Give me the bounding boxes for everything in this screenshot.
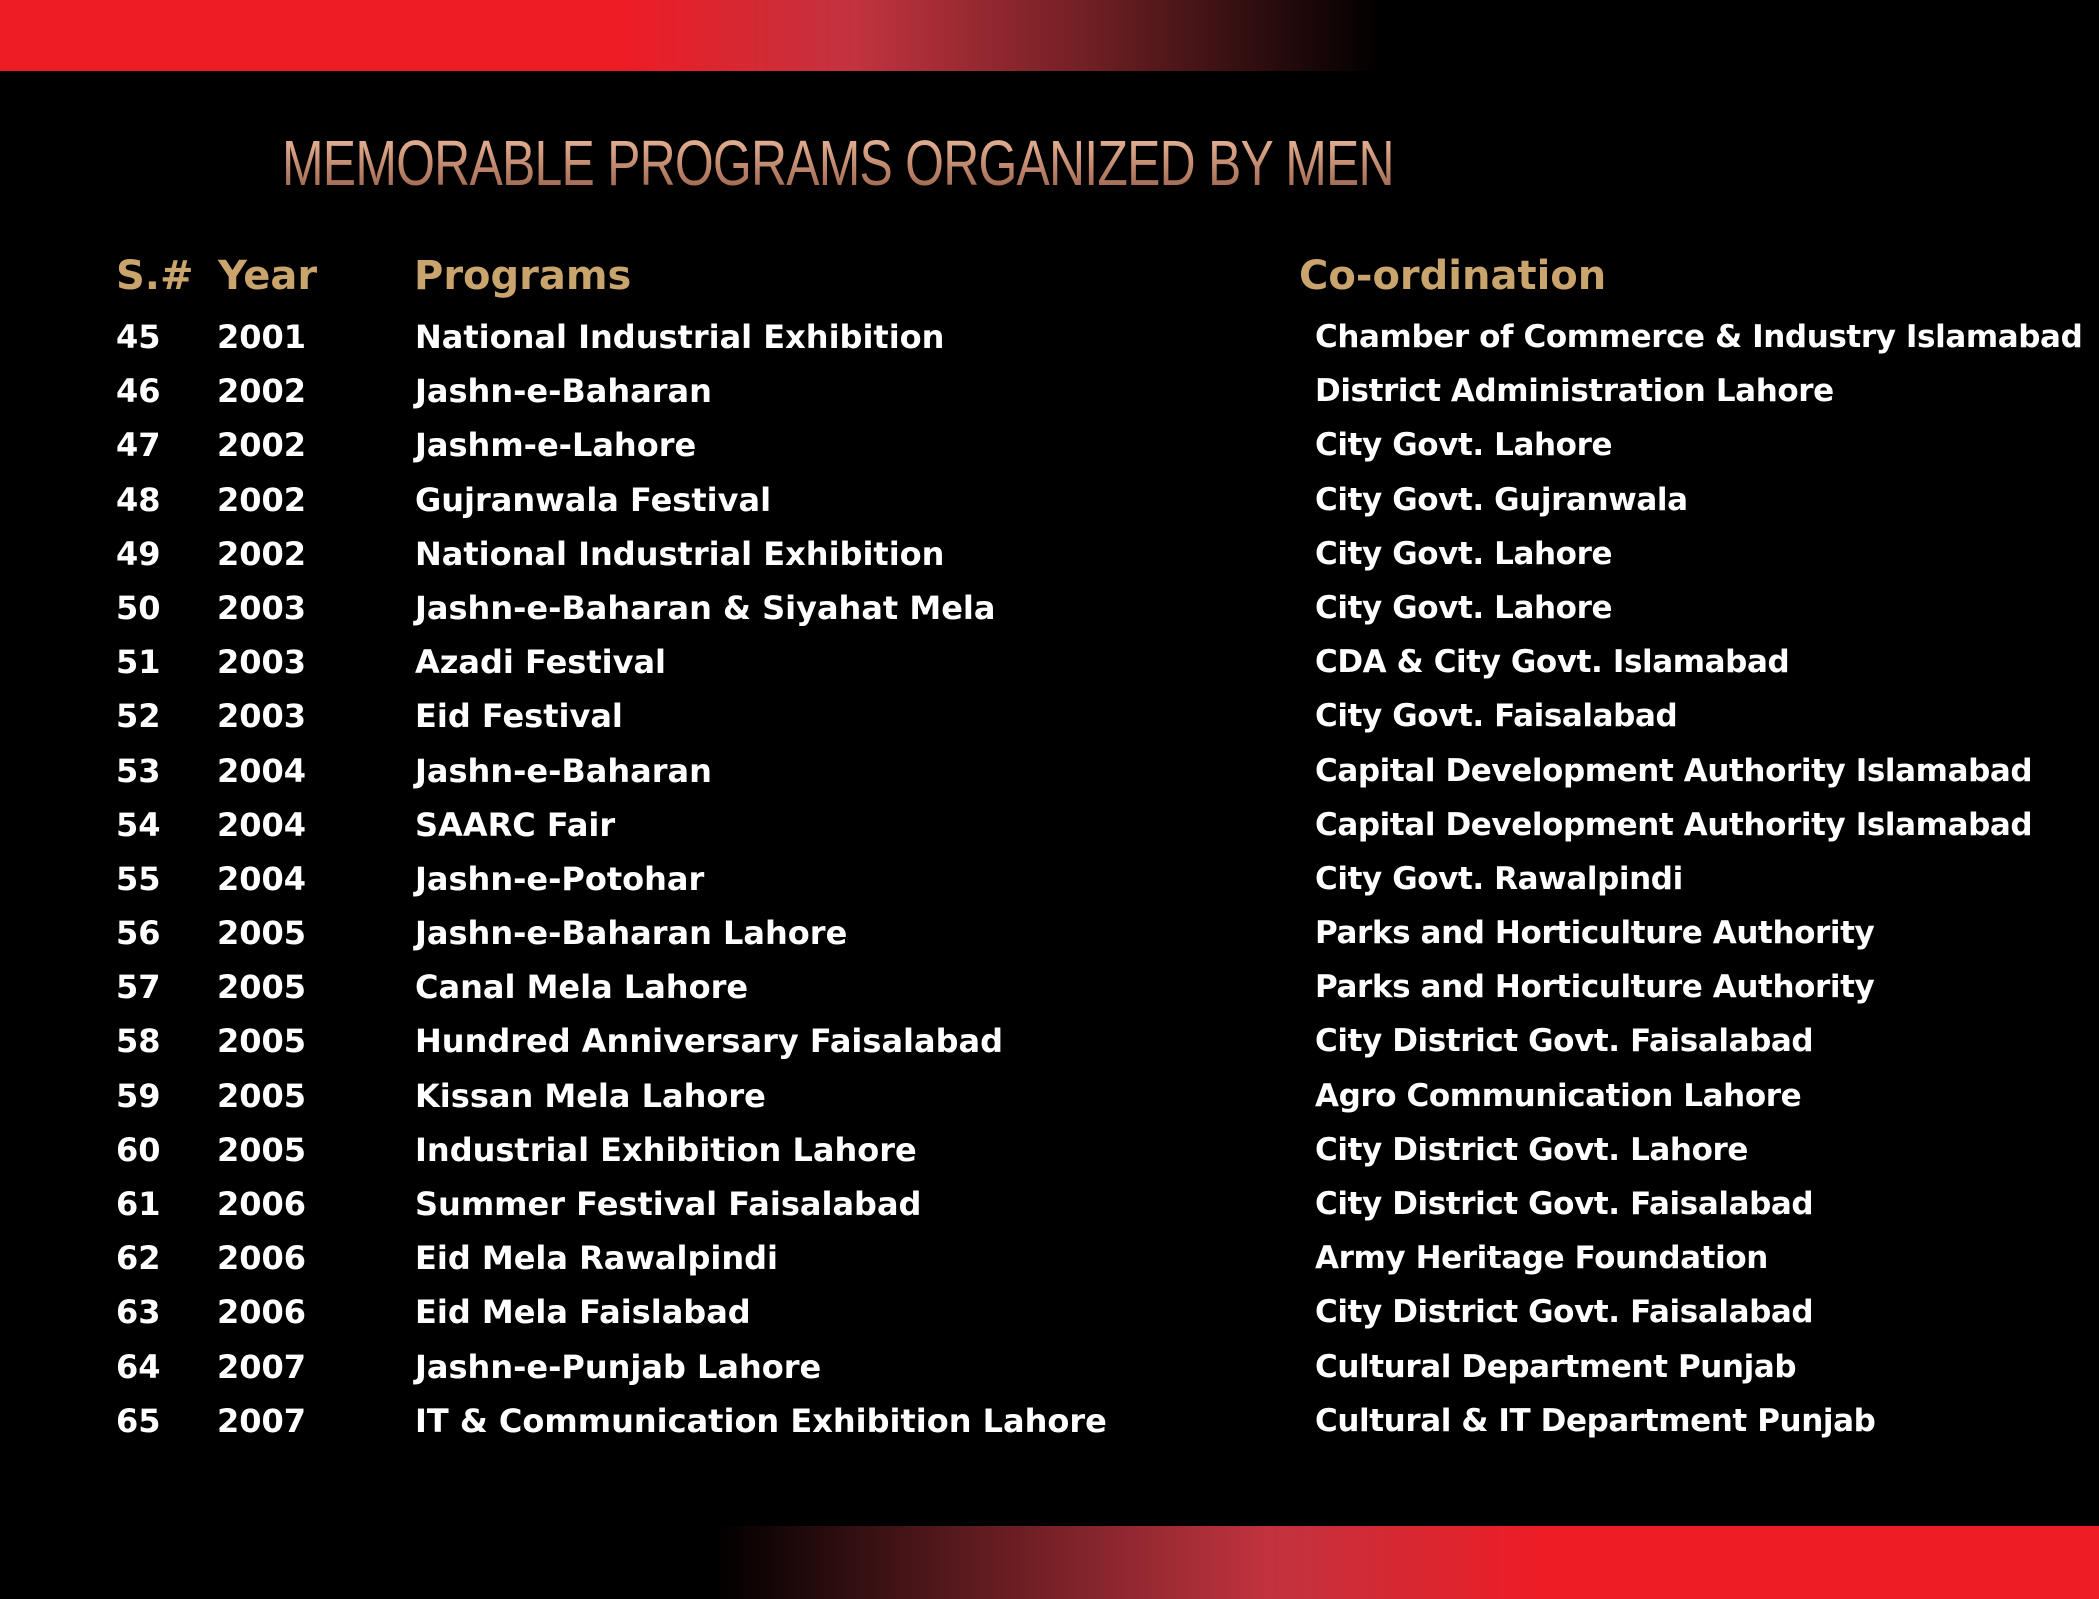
row-coordination: Cultural & IT Department Punjab — [1315, 1402, 1876, 1439]
row-sn: 55 — [116, 859, 161, 898]
row-sn: 47 — [116, 426, 161, 465]
row-program: Gujranwala Festival — [415, 480, 772, 519]
row-year: 2004 — [217, 751, 307, 790]
row-sn: 50 — [116, 588, 161, 627]
row-coordination: CDA & City Govt. Islamabad — [1315, 644, 1790, 681]
row-coordination: City District Govt. Lahore — [1315, 1131, 1749, 1168]
row-year: 2002 — [217, 534, 307, 573]
row-coordination: City District Govt. Faisalabad — [1315, 1294, 1814, 1331]
row-sn: 46 — [116, 372, 161, 411]
row-program: Jashn-e-Punjab Lahore — [415, 1347, 822, 1386]
row-program: Hundred Anniversary Faisalabad — [415, 1022, 1003, 1061]
row-coordination: Chamber of Commerce & Industry Islamabad — [1315, 319, 2083, 355]
row-year: 2002 — [217, 480, 307, 519]
row-year: 2005 — [217, 914, 307, 953]
row-program: Jashn-e-Baharan — [415, 751, 712, 790]
table-row — [0, 418, 2099, 472]
row-sn: 53 — [116, 751, 161, 790]
row-year: 2006 — [217, 1185, 307, 1223]
row-year: 2003 — [217, 588, 307, 627]
row-program: IT & Communication Exhibition Lahore — [415, 1401, 1107, 1440]
table-row — [0, 635, 2099, 689]
row-sn: 49 — [116, 534, 161, 573]
row-coordination: City Govt. Lahore — [1315, 589, 1613, 626]
header-programs: Programs — [414, 253, 632, 299]
row-coordination: City Govt. Rawalpindi — [1315, 860, 1683, 897]
row-program: Jashn-e-Baharan & Siyahat Mela — [415, 588, 996, 627]
header-year: Year — [218, 253, 318, 299]
table-row — [0, 960, 2099, 1014]
row-program: Industrial Exhibition Lahore — [415, 1130, 917, 1169]
row-sn: 57 — [116, 968, 161, 1007]
row-year: 2005 — [217, 1076, 307, 1115]
header-sn: S.# — [116, 253, 194, 299]
table-row — [0, 906, 2099, 960]
row-sn: 64 — [116, 1347, 161, 1386]
row-program: Jashn-e-Potohar — [415, 859, 705, 898]
row-program: Eid Mela Rawalpindi — [415, 1239, 779, 1278]
row-program: National Industrial Exhibition — [415, 534, 945, 573]
row-year: 2005 — [217, 1022, 307, 1061]
row-program: Jashm-e-Lahore — [415, 426, 697, 465]
row-year: 2007 — [217, 1401, 307, 1440]
row-coordination: Cultural Department Punjab — [1315, 1348, 1797, 1385]
row-sn: 62 — [116, 1239, 161, 1278]
row-program: National Industrial Exhibition — [415, 318, 945, 356]
table-row — [0, 1231, 2099, 1285]
row-sn: 45 — [116, 318, 161, 356]
page-title: MEMORABLE PROGRAMS ORGANIZED BY MEN — [282, 118, 1394, 208]
row-coordination: Capital Development Authority Islamabad — [1315, 752, 2033, 789]
row-coordination: Parks and Horticulture Authority — [1315, 969, 1875, 1006]
row-sn: 63 — [116, 1293, 161, 1332]
row-year: 2001 — [217, 318, 307, 356]
bottom-accent-bar — [715, 1526, 2099, 1599]
row-year: 2003 — [217, 643, 307, 682]
row-year: 2006 — [217, 1293, 307, 1332]
row-coordination: Capital Development Authority Islamabad — [1315, 806, 2033, 843]
row-sn: 59 — [116, 1076, 161, 1115]
row-year: 2005 — [217, 968, 307, 1007]
row-year: 2007 — [217, 1347, 307, 1386]
top-accent-bar — [0, 0, 1380, 71]
table-row — [0, 1394, 2099, 1448]
row-program: Jashn-e-Baharan Lahore — [415, 914, 848, 953]
row-year: 2002 — [217, 372, 307, 411]
header-coordination: Co-ordination — [1299, 253, 1607, 299]
table-row — [0, 744, 2099, 798]
row-coordination: City Govt. Gujranwala — [1315, 481, 1688, 518]
table-row — [0, 1123, 2099, 1177]
table-row — [0, 798, 2099, 852]
row-year: 2005 — [217, 1130, 307, 1169]
row-year: 2004 — [217, 805, 307, 844]
row-sn: 58 — [116, 1022, 161, 1061]
programs-table — [0, 310, 2099, 1448]
row-program: Kissan Mela Lahore — [415, 1076, 766, 1115]
row-year: 2003 — [217, 697, 307, 736]
row-coordination: City Govt. Lahore — [1315, 535, 1613, 572]
row-year: 2006 — [217, 1239, 307, 1278]
row-sn: 65 — [116, 1401, 161, 1440]
row-coordination: City District Govt. Faisalabad — [1315, 1186, 1814, 1222]
row-program: Eid Mela Faislabad — [415, 1293, 751, 1332]
row-year: 2002 — [217, 426, 307, 465]
table-row — [0, 527, 2099, 581]
row-sn: 61 — [116, 1185, 161, 1223]
row-year: 2004 — [217, 859, 307, 898]
row-program: SAARC Fair — [415, 805, 616, 844]
row-program: Azadi Festival — [415, 643, 666, 682]
row-sn: 48 — [116, 480, 161, 519]
table-row — [0, 1340, 2099, 1394]
row-program: Canal Mela Lahore — [415, 968, 749, 1007]
row-sn: 52 — [116, 697, 161, 736]
row-coordination: District Administration Lahore — [1315, 373, 1834, 410]
row-sn: 56 — [116, 914, 161, 953]
row-coordination: City Govt. Lahore — [1315, 427, 1613, 464]
row-program: Eid Festival — [415, 697, 623, 736]
table-row — [0, 1014, 2099, 1068]
table-row — [0, 310, 2099, 364]
table-row — [0, 1177, 2099, 1231]
table-row — [0, 689, 2099, 743]
row-sn: 60 — [116, 1130, 161, 1169]
row-coordination: City Govt. Faisalabad — [1315, 698, 1678, 735]
table-row — [0, 1069, 2099, 1123]
row-sn: 54 — [116, 805, 161, 844]
row-coordination: City District Govt. Faisalabad — [1315, 1023, 1814, 1060]
table-row — [0, 473, 2099, 527]
row-coordination: Army Heritage Foundation — [1315, 1240, 1768, 1277]
table-row — [0, 581, 2099, 635]
row-coordination: Parks and Horticulture Authority — [1315, 915, 1875, 952]
row-sn: 51 — [116, 643, 161, 682]
row-program: Summer Festival Faisalabad — [415, 1185, 922, 1223]
table-row — [0, 852, 2099, 906]
table-row — [0, 364, 2099, 418]
table-row — [0, 1285, 2099, 1339]
row-program: Jashn-e-Baharan — [415, 372, 712, 411]
row-coordination: Agro Communication Lahore — [1315, 1077, 1802, 1114]
